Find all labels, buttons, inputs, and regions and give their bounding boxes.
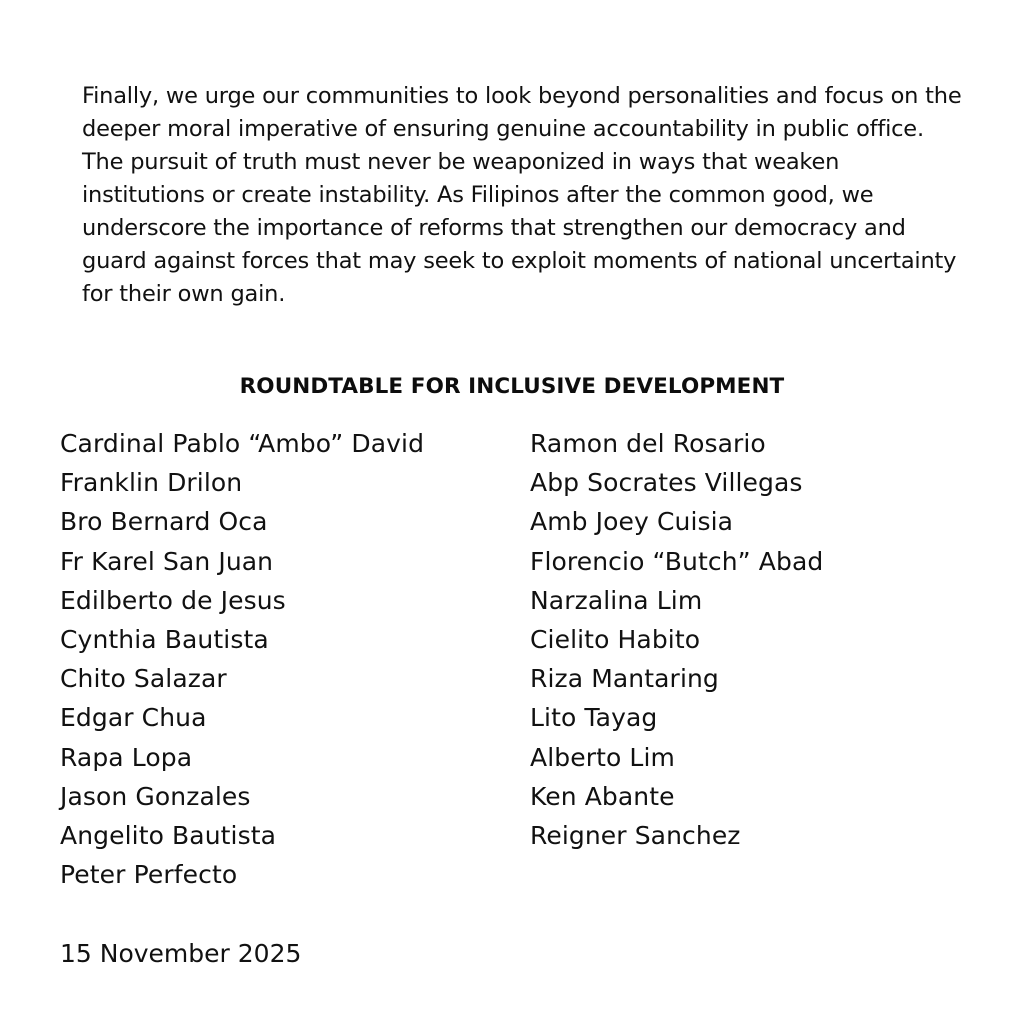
signatory-name: Fr Karel San Juan	[60, 546, 274, 576]
signatory-name: Bro Bernard Oca	[60, 507, 268, 537]
signatory-name: Cardinal Pablo “Ambo” David	[60, 429, 425, 458]
organization-heading: ROUNDTABLE FOR INCLUSIVE DEVELOPMENT	[239, 374, 785, 399]
signatory-name: Edgar Chua	[60, 703, 207, 733]
signatory-name: Lito Tayag	[530, 703, 658, 733]
signatory-name: Angelito Bautista	[60, 821, 277, 851]
signatory-name: Rapa Lopa	[60, 742, 193, 772]
signatories-left-column	[60, 424, 510, 894]
signatories-right-column	[530, 424, 990, 855]
signatory-name: Peter Perfecto	[60, 860, 238, 890]
signatory-name: Jason Gonzales	[60, 781, 251, 811]
statement-date: 15 November 2025	[60, 939, 302, 968]
signatory-name: Edilberto de Jesus	[60, 585, 286, 615]
signatory-name: Abp Socrates Villegas	[530, 468, 803, 498]
signatory-name: Narzalina Lim	[530, 585, 703, 615]
signatory-name: Franklin Drilon	[60, 468, 243, 498]
signatory-name: Alberto Lim	[530, 742, 675, 772]
signatory-name: Florencio “Butch” Abad	[530, 546, 824, 576]
signatory-name: Cynthia Bautista	[60, 625, 269, 655]
signatory-name: Reigner Sanchez	[530, 821, 741, 851]
signatory-name: Ramon del Rosario	[530, 429, 766, 458]
signatory-name: Cielito Habito	[530, 625, 701, 655]
signatory-name: Ken Abante	[530, 781, 675, 811]
signatory-name: Chito Salazar	[60, 664, 227, 694]
statement-paragraph: Finally, we urge our communities to look beyond personalities and focus on the deeper moral imperative of ensuring genuine accountability in public office. The pursuit of truth must never be weaponized in ways that weaken institutions or create instability. As Filipinos after the common good, we underscore the importance of reforms that strengthen our democracy and guard against forces that may seek to exploit moments of national uncertainty for their own gain.	[82, 83, 962, 307]
signatory-name: Amb Joey Cuisia	[530, 507, 734, 537]
signatory-name: Riza Mantaring	[530, 664, 719, 694]
